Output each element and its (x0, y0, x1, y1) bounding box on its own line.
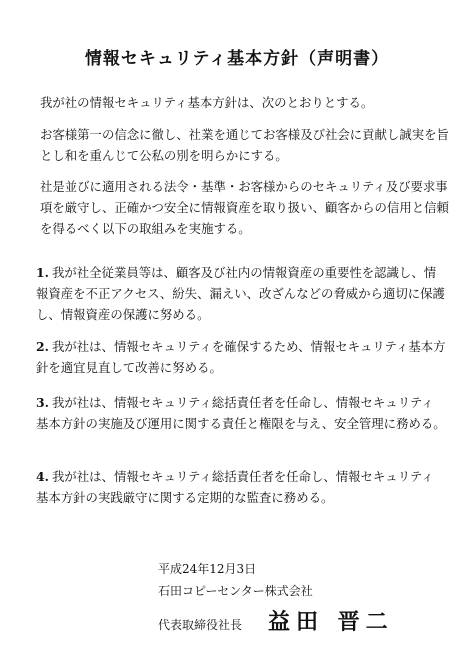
intro-paragraph-3: 社是並びに適用される法令・基準・お客様からのセキュリティ及び要求事項を厳守し、正確かつ安全に情報資産を取り扱い、顧客からの信用と信頼を得るべく以下の取組みを実施する。 (40, 179, 449, 236)
company-name: 石田コピーセンター株式会社 (158, 584, 313, 598)
issue-date: 平成24年12月3日 (158, 562, 257, 576)
intro-paragraph-1: 我が社の情報セキュリティ基本方針は、次のとおりとする。 (40, 95, 374, 110)
intro-paragraph-2: お客様第一の信念に徹し、社業を通じてお客様及び社会に貢献し誠実を旨とし和を重んじて公私の別を明らかにする。 (40, 127, 449, 163)
policy-item-3 (36, 392, 446, 434)
policy-item-text: 我が社は、情報セキュリティ総括責任者を任命し、情報セキュリティ基本方針の実践厳守に関する定期的な監査に務める。 (36, 469, 434, 505)
document-title: 情報セキュリティ基本方針（声明書） (84, 49, 390, 69)
policy-item-4 (36, 466, 446, 508)
policy-item-text: 我が社は、情報セキュリティ総括責任者を任命し、情報セキュリティ基本方針の実施及び運用に関する責任と権限を与え、安全管理に務める。 (36, 395, 446, 431)
policy-item-text: 我が社は、情報セキュリティを確保するため、情報セキュリティ基本方針を適宜見直して改善に努める。 (36, 339, 446, 375)
policy-item-number: 4. (36, 469, 49, 484)
policy-item-number: 3. (36, 395, 49, 410)
policy-item-1 (36, 262, 446, 325)
policy-item-number: 2. (36, 339, 49, 354)
signer-title: 代表取締役社長 (158, 618, 243, 632)
policy-item-2 (36, 336, 446, 378)
policy-item-number: 1. (36, 265, 49, 280)
signer-name: 益田 晋二 (268, 609, 394, 635)
policy-item-text: 我が社全従業員等は、顧客及び社内の情報資産の重要性を認識し、情報資産を不正アクセス、紛失、漏えい、改ざんなどの脅威から適切に保護し、情報資産の保護に努める。 (36, 265, 445, 322)
